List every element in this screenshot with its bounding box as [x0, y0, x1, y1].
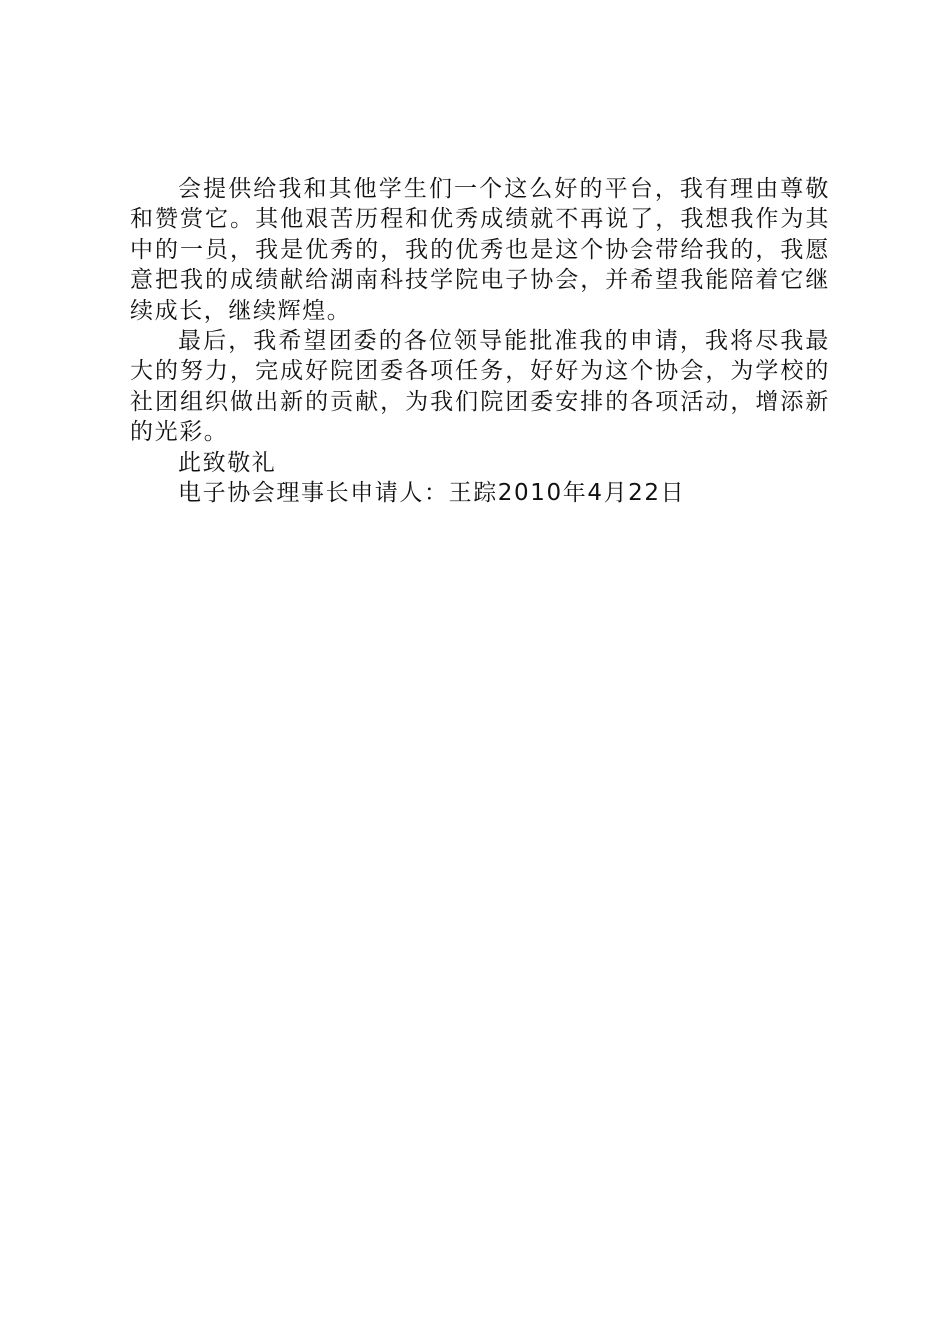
letter-body — [130, 174, 830, 508]
closing-salutation: 此致敬礼 — [178, 449, 277, 476]
body-paragraph-1: 会提供给我和其他学生们一个这么好的平台，我有理由尊敬和赞赏它。其他艰苦历程和优秀成绩就不再说了，我想我作为其中的一员，我是优秀的，我的优秀也是这个协会带给我的，我愿意把我的成绩献给湖南科技学院电子协会，并希望我能陪着它继续成长，继续辉煌。 — [130, 176, 830, 324]
signature-line: 电子协会理事长申请人：王踪2010年4月22日 — [178, 480, 686, 507]
body-paragraph-2: 最后，我希望团委的各位领导能批准我的申请，我将尽我最大的努力，完成好院团委各项任务，好好为这个协会，为学校的社团组织做出新的贡献，为我们院团委安排的各项活动，增添新的光彩。 — [130, 328, 830, 446]
